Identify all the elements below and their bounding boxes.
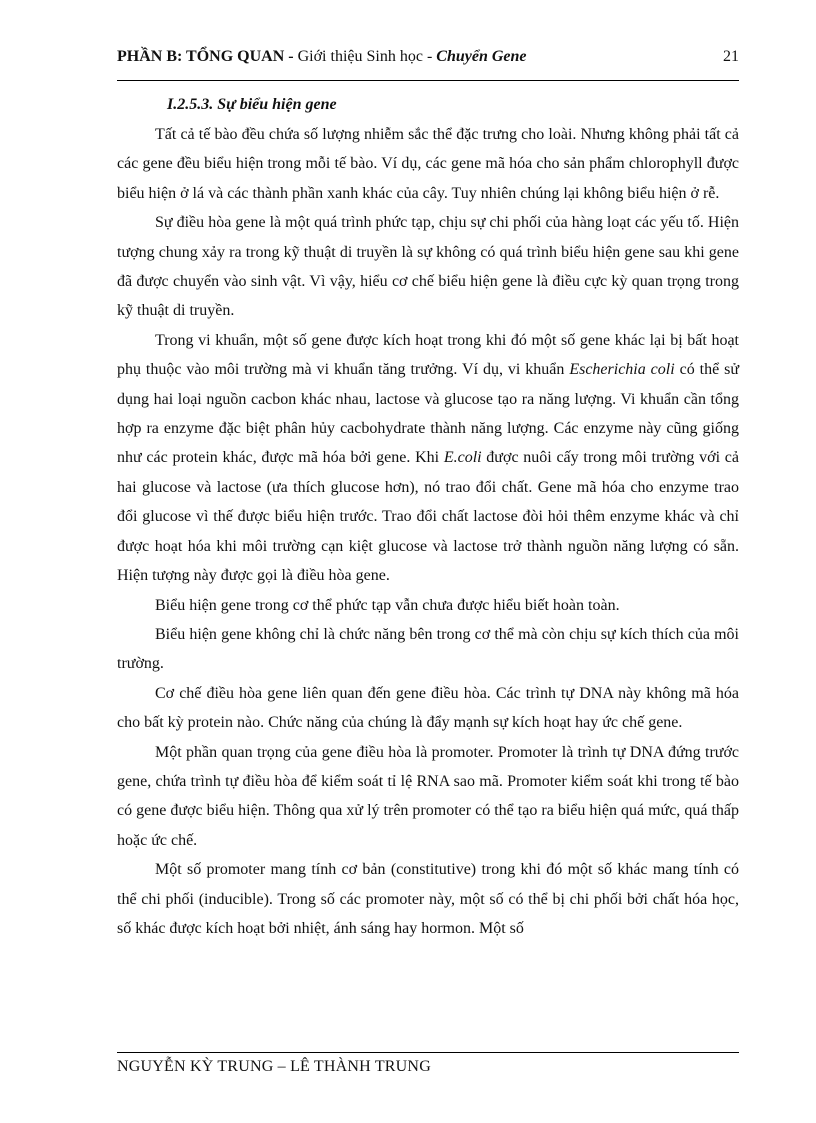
- header-subtitle: Giới thiệu Sinh học -: [293, 48, 437, 65]
- header-part: PHẦN B: TỔNG QUAN -: [117, 48, 294, 65]
- paragraph-3-part-a: Trong vi khuẩn, một số gene được kích hoạt trong khi đó một số gene khác lại bị bất hoạt phụ thuộc vào môi trường mà vi khuẩn tăng trưởng. Ví dụ, vi khuẩn: [117, 331, 739, 379]
- footer-authors: NGUYỄN KỲ TRUNG – LÊ THÀNH TRUNG: [117, 1058, 431, 1075]
- species-name: Escherichia coli: [569, 361, 675, 379]
- paragraph-4: Biểu hiện gene trong cơ thể phức tạp vẫn chưa được hiểu biết hoàn toàn.: [155, 596, 620, 614]
- paragraph-1: Tất cả tế bào đều chứa số lượng nhiễm sắc thể đặc trưng cho loài. Nhưng không phải tất cả các gene đều biểu hiện trong mỗi tế bào. Ví dụ, các gene mã hóa cho sản phẩm chlorophyll được biểu hiện ở lá và các thành phần xanh khác của cây. Tuy nhiên chúng lại không biểu hiện ở rễ.: [117, 126, 739, 202]
- section-heading: I.2.5.3. Sự biểu hiện gene: [167, 96, 337, 113]
- header-title: [117, 48, 527, 66]
- page-footer: [117, 1052, 739, 1076]
- page-header: [117, 40, 739, 81]
- paragraph-3: [117, 326, 739, 591]
- paragraph-2: Sự điều hòa gene là một quá trình phức tạp, chịu sự chi phối của hàng loạt các yếu tố. Hiện tượng chung xảy ra trong kỹ thuật di truyền là sự không có quá trình biểu hiện gene sau khi gene đã được chuyển vào sinh vật. Vì vậy, hiểu cơ chế biểu hiện gene là điều cực kỳ quan trọng trong kỹ thuật di truyền.: [117, 214, 739, 320]
- paragraph-5: Biểu hiện gene không chỉ là chức năng bên trong cơ thể mà còn chịu sự kích thích của môi trường.: [117, 625, 739, 673]
- species-abbrev: E.coli: [443, 449, 482, 467]
- paragraph-6: Cơ chế điều hòa gene liên quan đến gene điều hòa. Các trình tự DNA này không mã hóa cho bất kỳ protein nào. Chức năng của chúng là đẩy mạnh sự kích hoạt hay ức chế gene.: [117, 684, 739, 732]
- header-topic: Chuyển Gene: [436, 48, 527, 65]
- document-body: [117, 92, 739, 943]
- paragraph-3-part-e: được nuôi cấy trong môi trường với cả hai glucose và lactose (ưa thích glucose hơn), nó trao đổi chất. Gene mã hóa cho enzyme trao đổi glucose vì thế được biểu hiện trước. Trao đổi chất lactose đòi hỏi thêm enzyme khác và chỉ được hoạt hóa khi môi trường cạn kiệt glucose và lactose trở thành nguồn năng lượng có sẵn. Hiện tượng này được gọi là điều hòa gene.: [117, 449, 739, 585]
- page-number: 21: [723, 48, 739, 65]
- paragraph-3-part-c: có thể sử dụng hai loại nguồn cacbon khác nhau, lactose và glucose tạo ra năng lượng. Vi khuẩn cần tổng hợp ra enzyme đặc biệt phân hủy cacbohydrate thành năng lượng. Các enzyme này cũng giống như các protein khác, được mã hóa bởi gene. Khi: [117, 361, 740, 467]
- paragraph-8: Một số promoter mang tính cơ bản (constitutive) trong khi đó một số khác mang tính có thể chi phối (inducible). Trong số các promoter này, một số có thể bị chi phối bởi chất hóa học, số khác được kích hoạt bởi nhiệt, ánh sáng hay hormon. Một số: [117, 861, 739, 937]
- paragraph-7: Một phần quan trọng của gene điều hòa là promoter. Promoter là trình tự DNA đứng trước gene, chứa trình tự điều hòa để kiểm soát tỉ lệ RNA sao mã. Promoter kiểm soát khi trong tế bào có gene được biểu hiện. Thông qua xử lý trên promoter có thể tạo ra biểu hiện quá mức, quá thấp hoặc ức chế.: [117, 743, 739, 849]
